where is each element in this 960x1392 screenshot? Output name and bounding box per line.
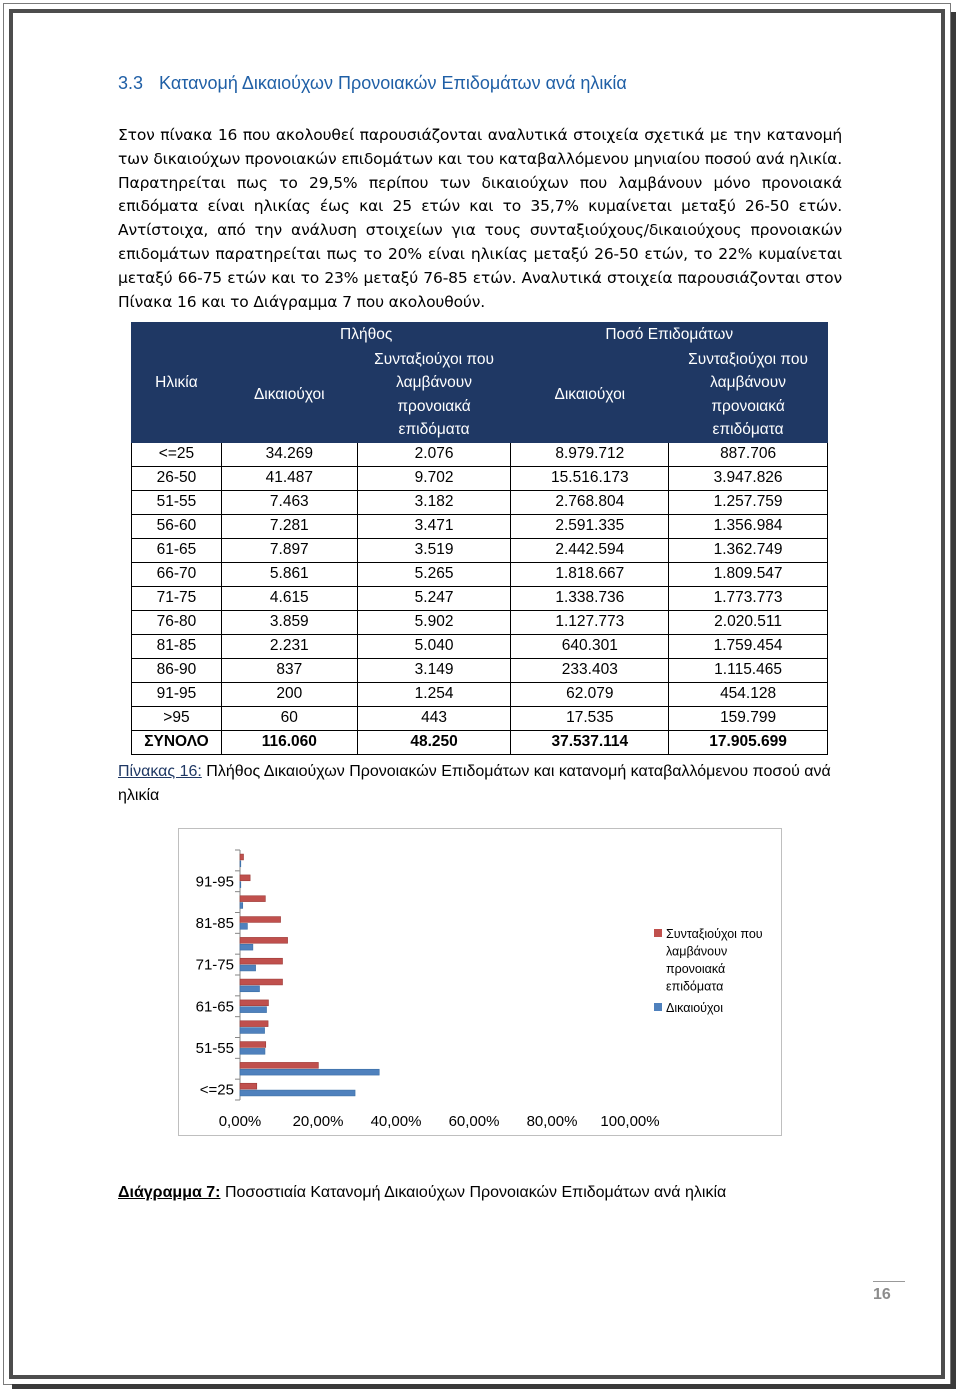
paragraph-text: Στον πίνακα 16 που ακολουθεί παρουσιάζονται αναλυτικά στοιχεία σχετικά με την κατανομή των δικαιούχων προνοιακών επιδομάτων και του καταβαλλόμενου μηνιαίου ποσού ανά ηλικία. Παρατηρείται πως το 29,5% περίπου των δικαιούχων που λαμβάνουν μόνο προνοιακά επιδόματα είναι ηλικίας έως και 25 ετών και το 35,7% κυμαίνεται μεταξύ 26-50 ετών. Αντίστοιχα, από την ανάλυση στοιχείων για τους συνταξιούχους/δικαιούχους προνοιακών επιδομάτων παρατηρείται πως το 20% είναι ηλικίας μεταξύ 26-50 ετών, το 22% κυμαίνεται μεταξύ 66-75 ετών και το 23% μεταξύ 76-85 ετών. Αναλυτικά στοιχεία παρουσιάζονται στον Πίνακα 16 και το Διάγραμμα 7 που ακολουθούν. (118, 126, 842, 311)
bar-beneficiaries (240, 944, 253, 950)
x-tick-label: 100,00% (600, 1113, 660, 1130)
total-cell-age: ΣΥΝΟΛΟ (132, 730, 222, 754)
distribution-chart (178, 828, 782, 1136)
cell-amount-beneficiaries: 2.442.594 (511, 538, 669, 562)
bar-beneficiaries (240, 882, 241, 888)
cell-age: 56-60 (132, 514, 222, 538)
cell-count-pensioners: 9.702 (357, 466, 511, 490)
bar-pensioners (240, 1021, 268, 1027)
cell-amount-beneficiaries: 1.338.736 (511, 586, 669, 610)
cell-amount-pensioners: 887.706 (669, 442, 828, 466)
table-row (132, 610, 828, 634)
bar-beneficiaries (240, 861, 241, 867)
header-age: Ηλικία (132, 323, 222, 443)
y-tick-label: <=25 (199, 1081, 234, 1099)
section-title: Κατανομή Δικαιούχων Προνοιακών Επιδομάτων ανά ηλικία (159, 73, 627, 93)
cell-age: 86-90 (132, 658, 222, 682)
cell-age: 26-50 (132, 466, 222, 490)
cell-count-pensioners: 3.149 (357, 658, 511, 682)
page-number: 16 (873, 1286, 891, 1303)
bar-beneficiaries (240, 903, 243, 909)
table-row (132, 682, 828, 706)
section-number: 3.3 (118, 73, 144, 93)
chart-caption-text: Ποσοστιαία Κατανομή Δικαιούχων Προνοιακών Επιδομάτων ανά ηλικία (220, 1184, 727, 1201)
cell-count-pensioners: 443 (357, 706, 511, 730)
bar-pensioners (240, 1083, 257, 1089)
header-group-count: Πλήθος (221, 323, 511, 348)
cell-count-beneficiaries: 4.615 (221, 586, 357, 610)
cell-amount-pensioners: 1.759.454 (669, 634, 828, 658)
cell-amount-pensioners: 454.128 (669, 682, 828, 706)
cell-age: >95 (132, 706, 222, 730)
body-paragraph (118, 124, 842, 314)
table-row (132, 466, 828, 490)
table-caption-text: Πλήθος Δικαιούχων Προνοιακών Επιδομάτων και κατανομή καταβαλλόμενου ποσού ανά ηλικία (118, 763, 831, 804)
bar-pensioners (240, 937, 288, 943)
table-row (132, 706, 828, 730)
cell-amount-beneficiaries: 2.768.804 (511, 490, 669, 514)
bar-beneficiaries (240, 1069, 379, 1075)
cell-age: <=25 (132, 442, 222, 466)
cell-age: 71-75 (132, 586, 222, 610)
bar-pensioners (240, 875, 250, 881)
cell-amount-beneficiaries: 8.979.712 (511, 442, 669, 466)
total-cell-count-beneficiaries: 116.060 (221, 730, 357, 754)
table-row (132, 490, 828, 514)
cell-count-pensioners: 5.265 (357, 562, 511, 586)
y-tick-label: 81-85 (195, 914, 234, 932)
bar-beneficiaries (240, 965, 256, 971)
bar-beneficiaries (240, 1090, 355, 1096)
total-cell-count-pensioners: 48.250 (357, 730, 511, 754)
legend-label-pensioners: επιδόματα (666, 979, 724, 994)
cell-amount-pensioners: 1.809.547 (669, 562, 828, 586)
legend-swatch-pensioners (654, 929, 662, 937)
cell-age: 76-80 (132, 610, 222, 634)
page-frame-shadow-bottom (12, 1384, 956, 1389)
table-row (132, 514, 828, 538)
cell-age: 51-55 (132, 490, 222, 514)
x-tick-label: 20,00% (292, 1113, 344, 1130)
legend-label-pensioners: προνοιακά (666, 962, 726, 976)
table-body (132, 442, 828, 754)
x-tick-label: 80,00% (526, 1113, 578, 1130)
legend-label-pensioners: λαμβάνουν (666, 944, 728, 959)
cell-count-pensioners: 2.076 (357, 442, 511, 466)
cell-amount-beneficiaries: 1.127.773 (511, 610, 669, 634)
cell-amount-pensioners: 1.773.773 (669, 586, 828, 610)
cell-count-pensioners: 3.519 (357, 538, 511, 562)
bar-beneficiaries (240, 1007, 267, 1013)
cell-count-pensioners: 3.182 (357, 490, 511, 514)
cell-count-pensioners: 5.902 (357, 610, 511, 634)
table-row (132, 658, 828, 682)
cell-age: 81-85 (132, 634, 222, 658)
x-tick-label: 40,00% (370, 1113, 422, 1130)
table-row (132, 562, 828, 586)
cell-count-beneficiaries: 7.281 (221, 514, 357, 538)
bar-beneficiaries (240, 1028, 265, 1034)
header-group-amount: Ποσό Επιδομάτων (511, 323, 828, 348)
cell-amount-pensioners: 1.362.749 (669, 538, 828, 562)
cell-amount-beneficiaries: 640.301 (511, 634, 669, 658)
bar-pensioners (240, 979, 283, 985)
x-tick-label: 60,00% (448, 1113, 500, 1130)
cell-count-beneficiaries: 2.231 (221, 634, 357, 658)
bar-pensioners (240, 1042, 266, 1048)
cell-count-beneficiaries: 3.859 (221, 610, 357, 634)
total-cell-amount-pensioners: 17.905.699 (669, 730, 828, 754)
table-row (132, 538, 828, 562)
beneficiaries-table (131, 322, 828, 755)
table-row (132, 442, 828, 466)
cell-amount-pensioners: 1.115.465 (669, 658, 828, 682)
cell-count-beneficiaries: 41.487 (221, 466, 357, 490)
cell-age: 91-95 (132, 682, 222, 706)
cell-count-beneficiaries: 60 (221, 706, 357, 730)
table-row (132, 586, 828, 610)
cell-amount-pensioners: 3.947.826 (669, 466, 828, 490)
cell-age: 66-70 (132, 562, 222, 586)
header-amount-pensioners: Συνταξιούχοι που λαμβάνουν προνοιακά επιδόματα (669, 347, 828, 442)
table-caption (118, 760, 848, 808)
legend-swatch-beneficiaries (654, 1003, 662, 1011)
table-total-row (132, 730, 828, 754)
bar-beneficiaries (240, 986, 260, 992)
bar-pensioners (240, 896, 265, 902)
cell-amount-beneficiaries: 233.403 (511, 658, 669, 682)
cell-count-pensioners: 5.040 (357, 634, 511, 658)
page-frame-shadow (951, 12, 956, 1388)
bar-beneficiaries (240, 923, 247, 929)
cell-amount-beneficiaries: 1.818.667 (511, 562, 669, 586)
cell-count-pensioners: 1.254 (357, 682, 511, 706)
legend-label-pensioners: Συνταξιούχοι που (666, 927, 763, 941)
cell-count-pensioners: 5.247 (357, 586, 511, 610)
page-number-rule (873, 1281, 905, 1282)
bar-pensioners (240, 1062, 318, 1068)
cell-count-beneficiaries: 5.861 (221, 562, 357, 586)
x-tick-label: 0,00% (218, 1113, 262, 1130)
table-caption-label: Πίνακας 16: (118, 763, 202, 780)
total-cell-amount-beneficiaries: 37.537.114 (511, 730, 669, 754)
chart-caption-label: Διάγραμμα 7: (118, 1184, 221, 1201)
cell-amount-beneficiaries: 15.516.173 (511, 466, 669, 490)
header-amount-beneficiaries: Δικαιούχοι (511, 347, 669, 442)
bar-pensioners (240, 1000, 268, 1006)
bar-beneficiaries (240, 1048, 265, 1054)
cell-count-beneficiaries: 200 (221, 682, 357, 706)
legend-label-beneficiaries: Δικαιούχοι (666, 1001, 723, 1015)
bar-pensioners (240, 854, 244, 860)
cell-age: 61-65 (132, 538, 222, 562)
y-tick-label: 91-95 (195, 873, 234, 891)
y-tick-label: 51-55 (195, 1039, 234, 1057)
cell-amount-beneficiaries: 2.591.335 (511, 514, 669, 538)
section-heading (118, 73, 643, 94)
y-tick-label: 61-65 (195, 998, 234, 1016)
cell-amount-pensioners: 1.356.984 (669, 514, 828, 538)
cell-count-beneficiaries: 7.897 (221, 538, 357, 562)
cell-amount-pensioners: 1.257.759 (669, 490, 828, 514)
cell-amount-pensioners: 2.020.511 (669, 610, 828, 634)
cell-amount-beneficiaries: 17.535 (511, 706, 669, 730)
header-count-beneficiaries: Δικαιούχοι (221, 347, 357, 442)
chart-caption (118, 1184, 726, 1202)
table-row (132, 634, 828, 658)
cell-amount-pensioners: 159.799 (669, 706, 828, 730)
bar-pensioners (240, 917, 281, 923)
y-tick-label: 71-75 (195, 956, 234, 974)
cell-count-beneficiaries: 34.269 (221, 442, 357, 466)
cell-count-beneficiaries: 7.463 (221, 490, 357, 514)
cell-count-pensioners: 3.471 (357, 514, 511, 538)
header-count-pensioners: Συνταξιούχοι που λαμβάνουν προνοιακά επιδόματα (357, 347, 511, 442)
cell-amount-beneficiaries: 62.079 (511, 682, 669, 706)
cell-count-beneficiaries: 837 (221, 658, 357, 682)
bar-pensioners (240, 958, 283, 964)
